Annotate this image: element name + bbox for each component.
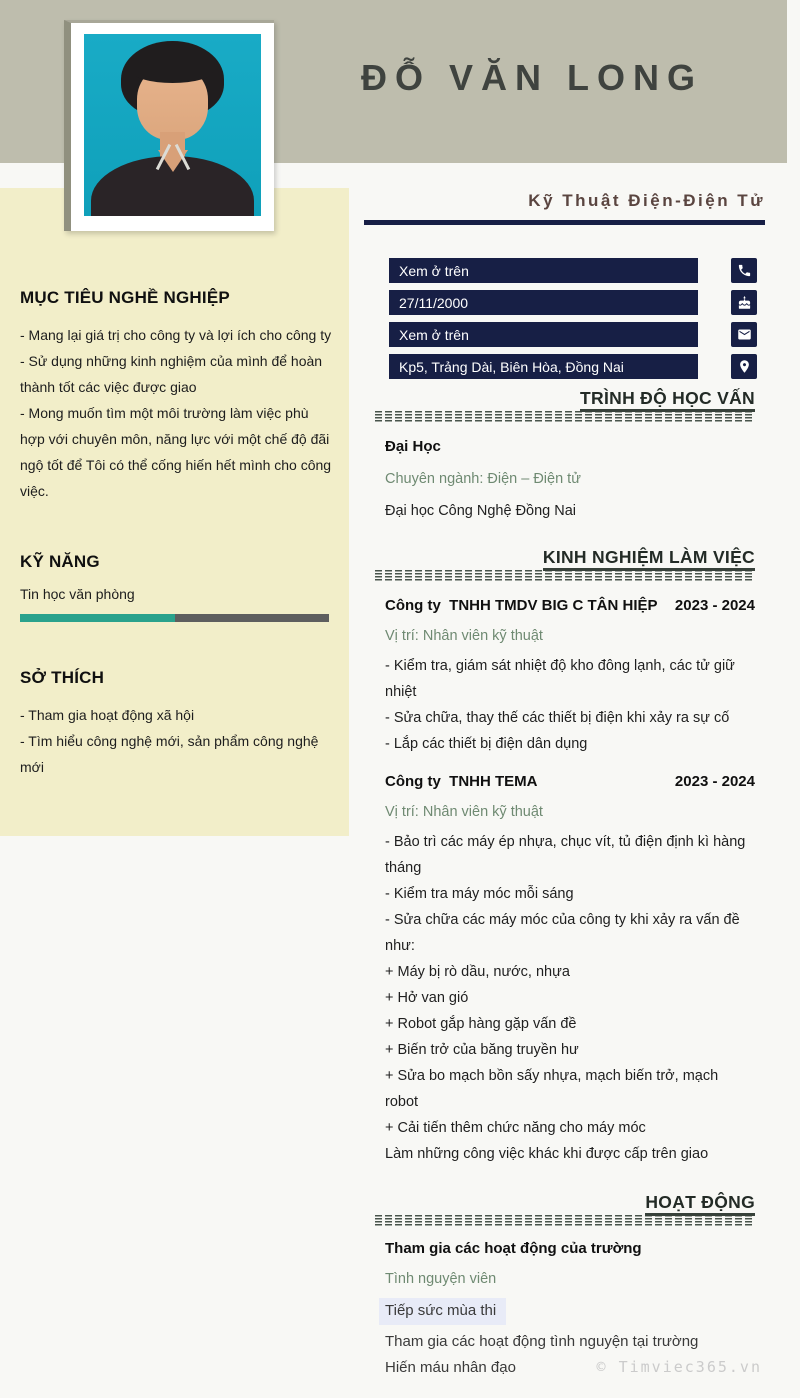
job-detail-line: - Kiểm tra, giám sát nhiệt độ kho đông lạnh, các tử giữ nhiệt	[385, 658, 735, 700]
activity-line: Hiến máu nhân đạo	[385, 1359, 516, 1376]
job-position: Vị trí: Nhân viên kỹ thuật	[385, 628, 543, 644]
contact-phone-value: Xem ở trên	[389, 258, 698, 283]
hobbies-section	[20, 668, 335, 780]
education-major: Chuyên ngành: Điện – Điện tử	[385, 471, 581, 487]
contact-row-address	[389, 354, 757, 379]
contact-row-birthday	[389, 290, 757, 315]
job-detail-line: + Robot gắp hàng gặp vấn đề	[385, 1016, 577, 1032]
job-detail-line: - Bảo trì các máy ép nhựa, chục vít, tủ điện định kì hàng tháng	[385, 834, 746, 876]
skill-progress-track	[20, 614, 329, 622]
objective-title: MỤC TIÊU NGHỀ NGHIỆP	[20, 288, 230, 307]
email-icon	[731, 322, 757, 347]
education-degree: Đại Học	[385, 438, 441, 455]
education-title-text: TRÌNH ĐỘ HỌC VẤN	[580, 388, 755, 412]
education-section	[364, 387, 765, 522]
job-detail-line: - Sửa chữa, thay thế các thiết bị điện khi xảy ra sự cố	[385, 710, 730, 726]
activity-role: Tình nguyện viên	[385, 1271, 497, 1287]
education-section-title	[375, 387, 755, 409]
photo-fringe	[132, 59, 213, 83]
contact-address-value: Kp5, Trảng Dài, Biên Hòa, Đồng Nai	[389, 354, 698, 379]
job-details	[385, 653, 747, 757]
skills-section	[20, 552, 335, 622]
hobby-line: - Tham gia hoạt động xã hội	[20, 707, 195, 723]
phone-icon	[731, 258, 757, 283]
experience-section	[364, 546, 765, 1167]
job-detail-line: - Sửa chữa các máy móc của công ty khi xảy ra vấn đề như:	[385, 912, 740, 954]
job-detail-line: + Máy bị rò dầu, nước, nhựa	[385, 964, 570, 980]
objective-line: - Sử dụng những kinh nghiệm của mình để hoàn thành tốt các việc được giao	[20, 353, 323, 395]
job-detail-line: + Sửa bo mạch bồn sấy nhựa, mạch biến trở, mạch robot	[385, 1068, 719, 1110]
experience-title-text: KINH NGHIỆM LÀM VIỆC	[543, 547, 755, 571]
section-dash-divider	[375, 1215, 755, 1226]
activity-heading: Tham gia các hoạt động của trường	[385, 1240, 642, 1257]
contact-email-value: Xem ở trên	[389, 322, 698, 347]
hobby-line: - Tìm hiểu công nghệ mới, sản phẩm công nghệ mới	[20, 733, 319, 775]
objective-line: - Mong muốn tìm một môi trường làm việc phù hợp với chuyên môn, năng lực với một chế độ đãi ngộ tốt để Tôi có thể cống hiến hết mình cho công việc.	[20, 405, 332, 499]
education-school: Đại học Công Nghệ Đồng Nai	[385, 503, 577, 519]
main-column	[364, 184, 765, 1381]
section-dash-divider	[375, 570, 755, 581]
job-entry	[385, 595, 755, 757]
contact-birthday-value: 27/11/2000	[389, 290, 698, 315]
experience-section-title	[375, 546, 755, 568]
job-period: 2023 - 2024	[674, 773, 755, 790]
contact-row-email	[389, 322, 757, 347]
profile-photo	[64, 20, 274, 231]
hobbies-title: SỞ THÍCH	[20, 668, 105, 687]
sidebar	[0, 188, 349, 836]
profile-photo-image	[84, 34, 261, 216]
watermark: © Timviec365.vn	[596, 1358, 762, 1376]
skill-progress-fill	[20, 614, 175, 622]
job-detail-line: - Lắp các thiết bị điện dân dụng	[385, 736, 588, 752]
activities-section	[364, 1191, 765, 1381]
section-dash-divider	[375, 411, 755, 422]
activities-section-title	[375, 1191, 755, 1213]
job-detail-line: Làm những công việc khác khi được cấp trên giao	[385, 1146, 709, 1162]
job-company: Công ty TNHH TEMA	[385, 773, 538, 790]
skills-title: KỸ NĂNG	[20, 552, 100, 571]
activities-title-text: HOẠT ĐỘNG	[645, 1192, 755, 1216]
candidate-name: ĐỖ VĂN LONG	[360, 57, 703, 98]
job-details	[385, 829, 747, 1167]
objective-line: - Mang lại giá trị cho công ty và lợi ích cho công ty	[20, 327, 332, 343]
job-period: 2023 - 2024	[674, 597, 755, 614]
job-detail-line: + Biến trở của băng truyền hư	[385, 1042, 579, 1058]
title-divider	[364, 220, 765, 225]
activity-line: Tham gia các hoạt động tình nguyện tại trường	[385, 1333, 699, 1350]
birthday-cake-icon	[731, 290, 757, 315]
job-detail-line: + Cải tiến thêm chức năng cho máy móc	[385, 1120, 646, 1136]
location-pin-icon	[731, 354, 757, 379]
job-company: Công ty TNHH TMDV BIG C TÂN HIỆP	[385, 597, 658, 614]
job-position: Vị trí: Nhân viên kỹ thuật	[385, 804, 543, 820]
objective-section	[20, 288, 335, 504]
job-detail-line: - Kiểm tra máy móc mỗi sáng	[385, 886, 574, 902]
contact-row-phone	[389, 258, 757, 283]
skill-label: Tin học văn phòng	[20, 586, 135, 602]
job-detail-line: + Hở van gió	[385, 990, 469, 1006]
activity-highlighted-line: Tiếp sức mùa thi	[379, 1298, 506, 1325]
cv-job-title: Kỹ Thuật Điện-Điện Tử	[528, 191, 765, 210]
contact-list	[389, 258, 757, 379]
job-entry	[385, 771, 755, 1167]
